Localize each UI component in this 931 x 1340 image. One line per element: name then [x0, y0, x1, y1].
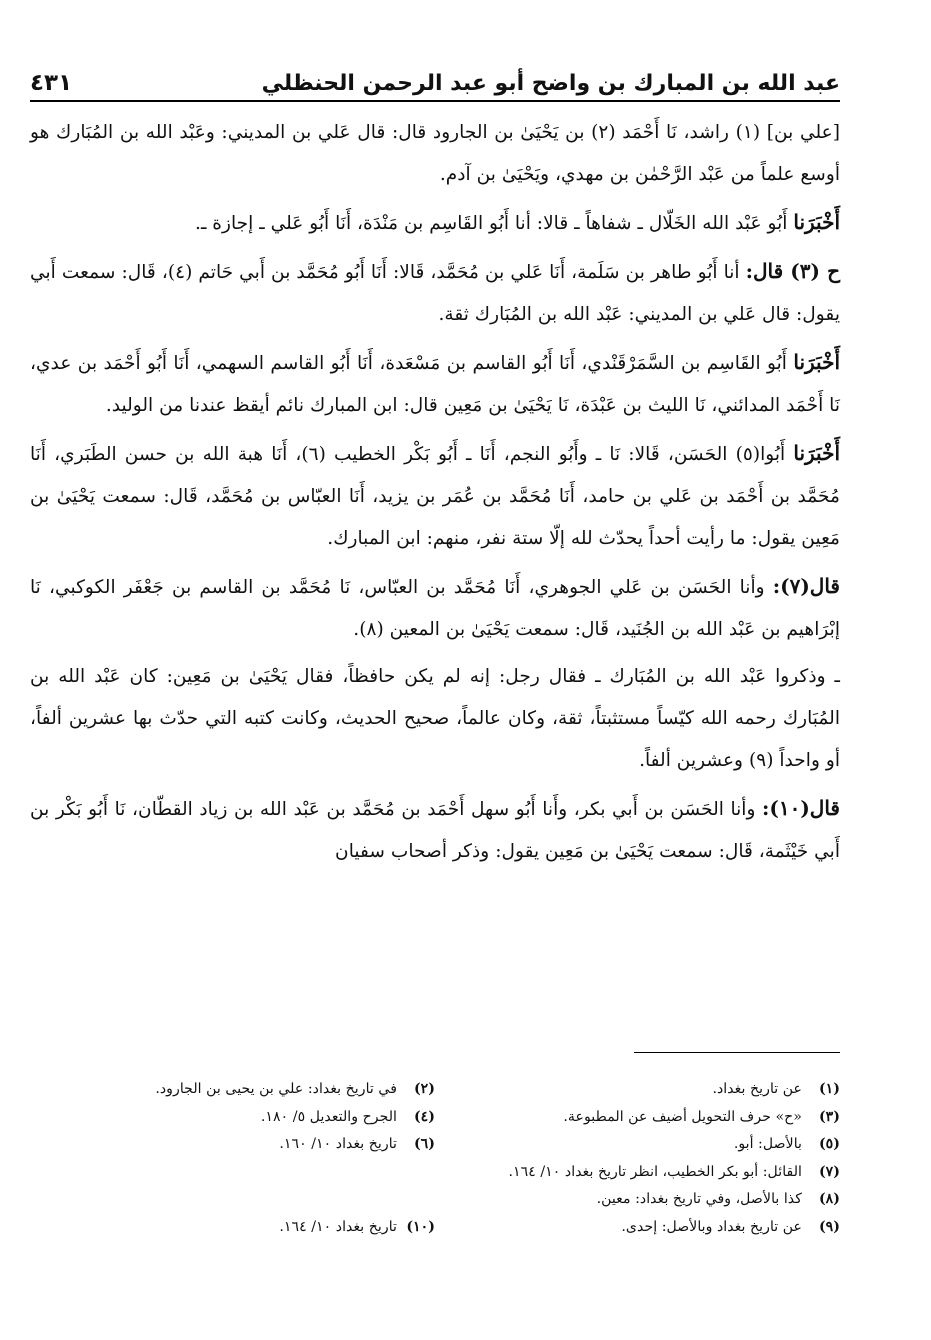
- footnote-row: [30, 1159, 840, 1187]
- footnotes: [30, 1076, 840, 1241]
- book-page: [30, 48, 840, 1318]
- paragraph-lead: أَخْبَرَنا: [793, 441, 841, 465]
- paragraph: قال(٧): وأنا الحَسَن بن عَلي الجوهري، أَنَا مُحَمَّد بن العبّاس، نَا مُحَمَّد بن القاسم بن جَعْفَر الكوكبي، نَا إبْرَاهيم بن عَبْد الله بن الجُنَيد، قَال: سمعت يَحْيَىٰ بن المعين (٨).: [30, 574, 840, 640]
- footnote: (١)عن تاريخ بغداد.: [712, 1081, 840, 1097]
- footnote: (١٠)تاريخ بغداد ١٠/ ١٦٤.: [279, 1218, 435, 1235]
- paragraph: [علي بن] (١) راشد، نَا أَحْمَد (٢) بن يَحْيَىٰ بن الجارود قال: قال عَلي بن المديني: وعَبْد الله بن المُبَارك هو أوسع علماً من عَبْد الرَّحْمٰن بن مهدي، ويَحْيَىٰ بن آدم.: [30, 122, 840, 185]
- paragraph: ح (٣) قال: أنا أَبُو طاهر بن سَلَمة، أَنَا عَلي بن مُحَمَّد، قَالا: أَنَا أَبُو مُحَمَّد بن أَبي حَاتم (٤)، قَال: سمعت أَبي يقول: قال عَلي بن المديني: عَبْد الله بن المُبَارك ثقة.: [30, 259, 840, 325]
- main-text: [30, 112, 840, 878]
- footnote-separator: [634, 1052, 840, 1053]
- paragraph-lead: قال(٧):: [772, 574, 840, 598]
- footnote-row: [30, 1076, 840, 1104]
- paragraph-lead: ح (٣) قال:: [745, 259, 840, 283]
- paragraph: ـ وذكروا عَبْد الله بن المُبَارك ـ فقال رجل: إنه لم يكن حافظاً، فقال يَحْيَىٰ بن مَعِين: كان عَبْد الله بن المُبَارك رحمه الله كيّساً مستثبتاً، ثقة، وكان عالماً، صحيح الحديث، وكانت كتبه التي حدّث بها عشرين ألفاً، أو واحداً (٩) وعشرين ألفاً.: [30, 666, 840, 771]
- paragraph: أَخْبَرَنا أَبُو القَاسِم بن السَّمَرْقَنْدي، أَنَا أَبُو القاسم بن مَسْعَدة، أَنَا أَبُو القاسم السهمي، أَنَا أَبُو أَحْمَد بن عدي، نَا أَحْمَد المدائني، نَا الليث بن عَبْدَة، نَا يَحْيَىٰ بن مَعِين قال: ابن المبارك نائم أيقظ عندنا من الوليد.: [30, 350, 840, 416]
- footnote: (٥)بالأصل: أبو.: [733, 1136, 840, 1152]
- footnote: (٤)الجرح والتعديل ٥/ ١٨٠.: [260, 1108, 435, 1125]
- footnote-row: [30, 1104, 840, 1132]
- paragraph-lead: قال(١٠):: [762, 796, 840, 820]
- running-title: عبد الله بن المبارك بن واضح أبو عبد الرحمن الحنظلي: [261, 71, 840, 96]
- paragraph: أَخْبَرَنا أَبُو عَبْد الله الخَلّال ـ شفاهاً ـ قالا: أنا أَبُو القَاسِم بن مَنْدَة، أَنَا أَبُو عَلي ـ إجازة ـ.: [195, 210, 840, 234]
- footnote-row: [30, 1214, 840, 1242]
- footnote: (٨)كذا بالأصل، وفي تاريخ بغداد: معين.: [596, 1191, 840, 1207]
- footnote: (٣)«ح» حرف التحويل أضيف عن المطبوعة.: [563, 1108, 840, 1125]
- footnote-row: [30, 1131, 840, 1159]
- footnote: (٧)القائل: أبو بكر الخطيب، انظر تاريخ بغداد ١٠/ ١٦٤.: [508, 1163, 840, 1180]
- footnote: (٩)عن تاريخ بغداد وبالأصل: إحدى.: [621, 1218, 840, 1235]
- paragraph-lead: أَخْبَرَنا: [793, 350, 840, 374]
- footnote: (٢)في تاريخ بغداد: علي بن يحيى بن الجارود.: [155, 1081, 435, 1097]
- paragraph: قال(١٠): وأنا الحَسَن بن أَبي بكر، وأَنا أَبُو سهل أَحْمَد بن مُحَمَّد بن عَبْد الله بن زياد القطّان، نَا أَبُو بَكْر بن أَبي خَيْثَمة، قَال: سمعت يَحْيَىٰ بن مَعِين يقول: وذكر أصحاب سفيان: [30, 796, 840, 862]
- footnote: (٦)تاريخ بغداد ١٠/ ١٦٠.: [279, 1136, 435, 1152]
- paragraph-lead: أَخْبَرَنا: [793, 210, 840, 234]
- page-number: ٤٣١: [30, 70, 73, 96]
- footnote-row: [30, 1186, 840, 1214]
- paragraph: أَخْبَرَنا أَبُوا(٥) الحَسَن، قَالا: نَا ـ وأَبُو النجم، أَنَا ـ أَبُو بَكْر الخطيب (٦)، أَنَا هبة الله بن حسن الطَبَري، أَنَا مُحَمَّد بن أَحْمَد بن عَلي بن حامد، أَنَا مُحَمَّد بن عُمَر بن يزيد، أَنَا العبّاس بن مُحَمَّد، قَال: سمعت يَحْيَىٰ بن مَعِين يقول: ما رأيت أحداً يحدّث لله إلّا ستة نفر، منهم: ابن المبارك.: [30, 441, 841, 549]
- page-header: [30, 60, 840, 102]
